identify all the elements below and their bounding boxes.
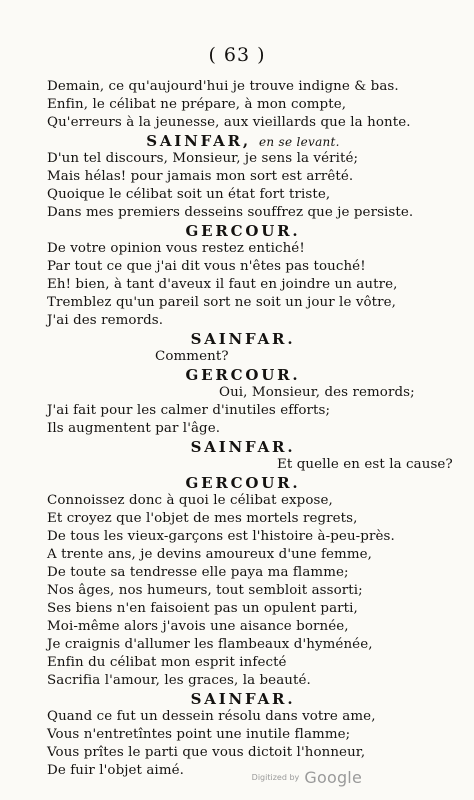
- speaker-heading: [47, 690, 439, 708]
- verse-line: Quand ce fut un dessein résolu dans votre ame,: [47, 709, 376, 724]
- page-number: ( 63 ): [208, 44, 266, 66]
- speaker-heading: [47, 438, 439, 456]
- verse-line: Connoissez donc à quoi le célibat expose,: [47, 493, 333, 508]
- digitized-watermark: [252, 767, 362, 787]
- verse-line: Et croyez que l'objet de mes mortels regrets,: [47, 511, 358, 526]
- verse-line: Je craignis d'allumer les flambeaux d'hyménée,: [47, 637, 373, 652]
- speaker-name: GERCOUR.: [185, 474, 301, 492]
- speaker-name: SAINFAR.: [190, 690, 296, 708]
- verse-line: De fuir l'objet aimé.: [47, 763, 184, 778]
- verse-line: De toute sa tendresse elle paya ma flamme;: [47, 565, 349, 580]
- verse-line: D'un tel discours, Monsieur, je sens la vérité;: [47, 151, 359, 166]
- verse-line: Vous prîtes le parti que vous dictoit l'honneur,: [47, 745, 366, 760]
- verse-line: J'ai des remords.: [47, 313, 164, 328]
- watermark-brand: Google: [304, 768, 362, 787]
- speaker-heading: [47, 474, 439, 492]
- verse-line: Sacrifia l'amour, les graces, la beauté.: [47, 673, 311, 688]
- speaker-heading: [47, 132, 439, 150]
- verse-line: Comment?: [155, 349, 229, 364]
- verse-line: Enfin du célibat mon esprit infecté: [47, 655, 287, 670]
- verse-line: Enfin, le célibat ne prépare, à mon compte,: [47, 97, 347, 112]
- verse-line: Vous n'entretîntes point une inutile flamme;: [47, 727, 351, 742]
- verse-line: Dans mes premiers desseins souffrez que je persiste.: [47, 205, 414, 220]
- verse-line: Mais hélas! pour jamais mon sort est arrêté.: [47, 169, 354, 184]
- verse-line: J'ai fait pour les calmer d'inutiles efforts;: [47, 403, 331, 418]
- verse-line: Demain, ce qu'aujourd'hui je trouve indigne & bas.: [47, 79, 399, 94]
- play-text: [47, 78, 453, 780]
- verse-line: Qu'erreurs à la jeunesse, aux vieillards que la honte.: [47, 115, 411, 130]
- verse-line: Nos âges, nos humeurs, tout sembloit assorti;: [47, 583, 363, 598]
- verse-line: Ils augmentent par l'âge.: [47, 421, 221, 436]
- speaker-heading: [47, 330, 439, 348]
- verse-line: A trente ans, je devins amoureux d'une femme,: [47, 547, 373, 562]
- verse-line: Et quelle en est la cause?: [277, 457, 453, 472]
- speaker-name: SAINFAR,: [146, 132, 251, 150]
- verse-line: Quoique le célibat soit un état fort triste,: [47, 187, 331, 202]
- verse-line: Par tout ce que j'ai dit vous n'êtes pas touché!: [47, 259, 366, 274]
- speaker-name: SAINFAR.: [190, 438, 296, 456]
- verse-line: Ses biens n'en faisoient pas un opulent parti,: [47, 601, 358, 616]
- speaker-heading: [47, 222, 439, 240]
- verse-line: Moi-même alors j'avois une aisance bornée,: [47, 619, 349, 634]
- verse-line: Oui, Monsieur, des remords;: [219, 385, 415, 400]
- verse-line: Tremblez qu'un pareil sort ne soit un jour le vôtre,: [47, 295, 397, 310]
- speaker-heading: [47, 366, 439, 384]
- verse-line: De votre opinion vous restez entiché!: [47, 241, 305, 256]
- watermark-prefix: Digitized by: [251, 773, 300, 782]
- verse-line: Eh! bien, à tant d'aveux il faut en joindre un autre,: [47, 277, 398, 292]
- verse-line: De tous les vieux-garçons est l'histoire à-peu-près.: [47, 529, 395, 544]
- stage-direction: en se levant.: [258, 135, 340, 149]
- speaker-name: GERCOUR.: [185, 222, 301, 240]
- speaker-name: SAINFAR.: [190, 330, 296, 348]
- speaker-name: GERCOUR.: [185, 366, 301, 384]
